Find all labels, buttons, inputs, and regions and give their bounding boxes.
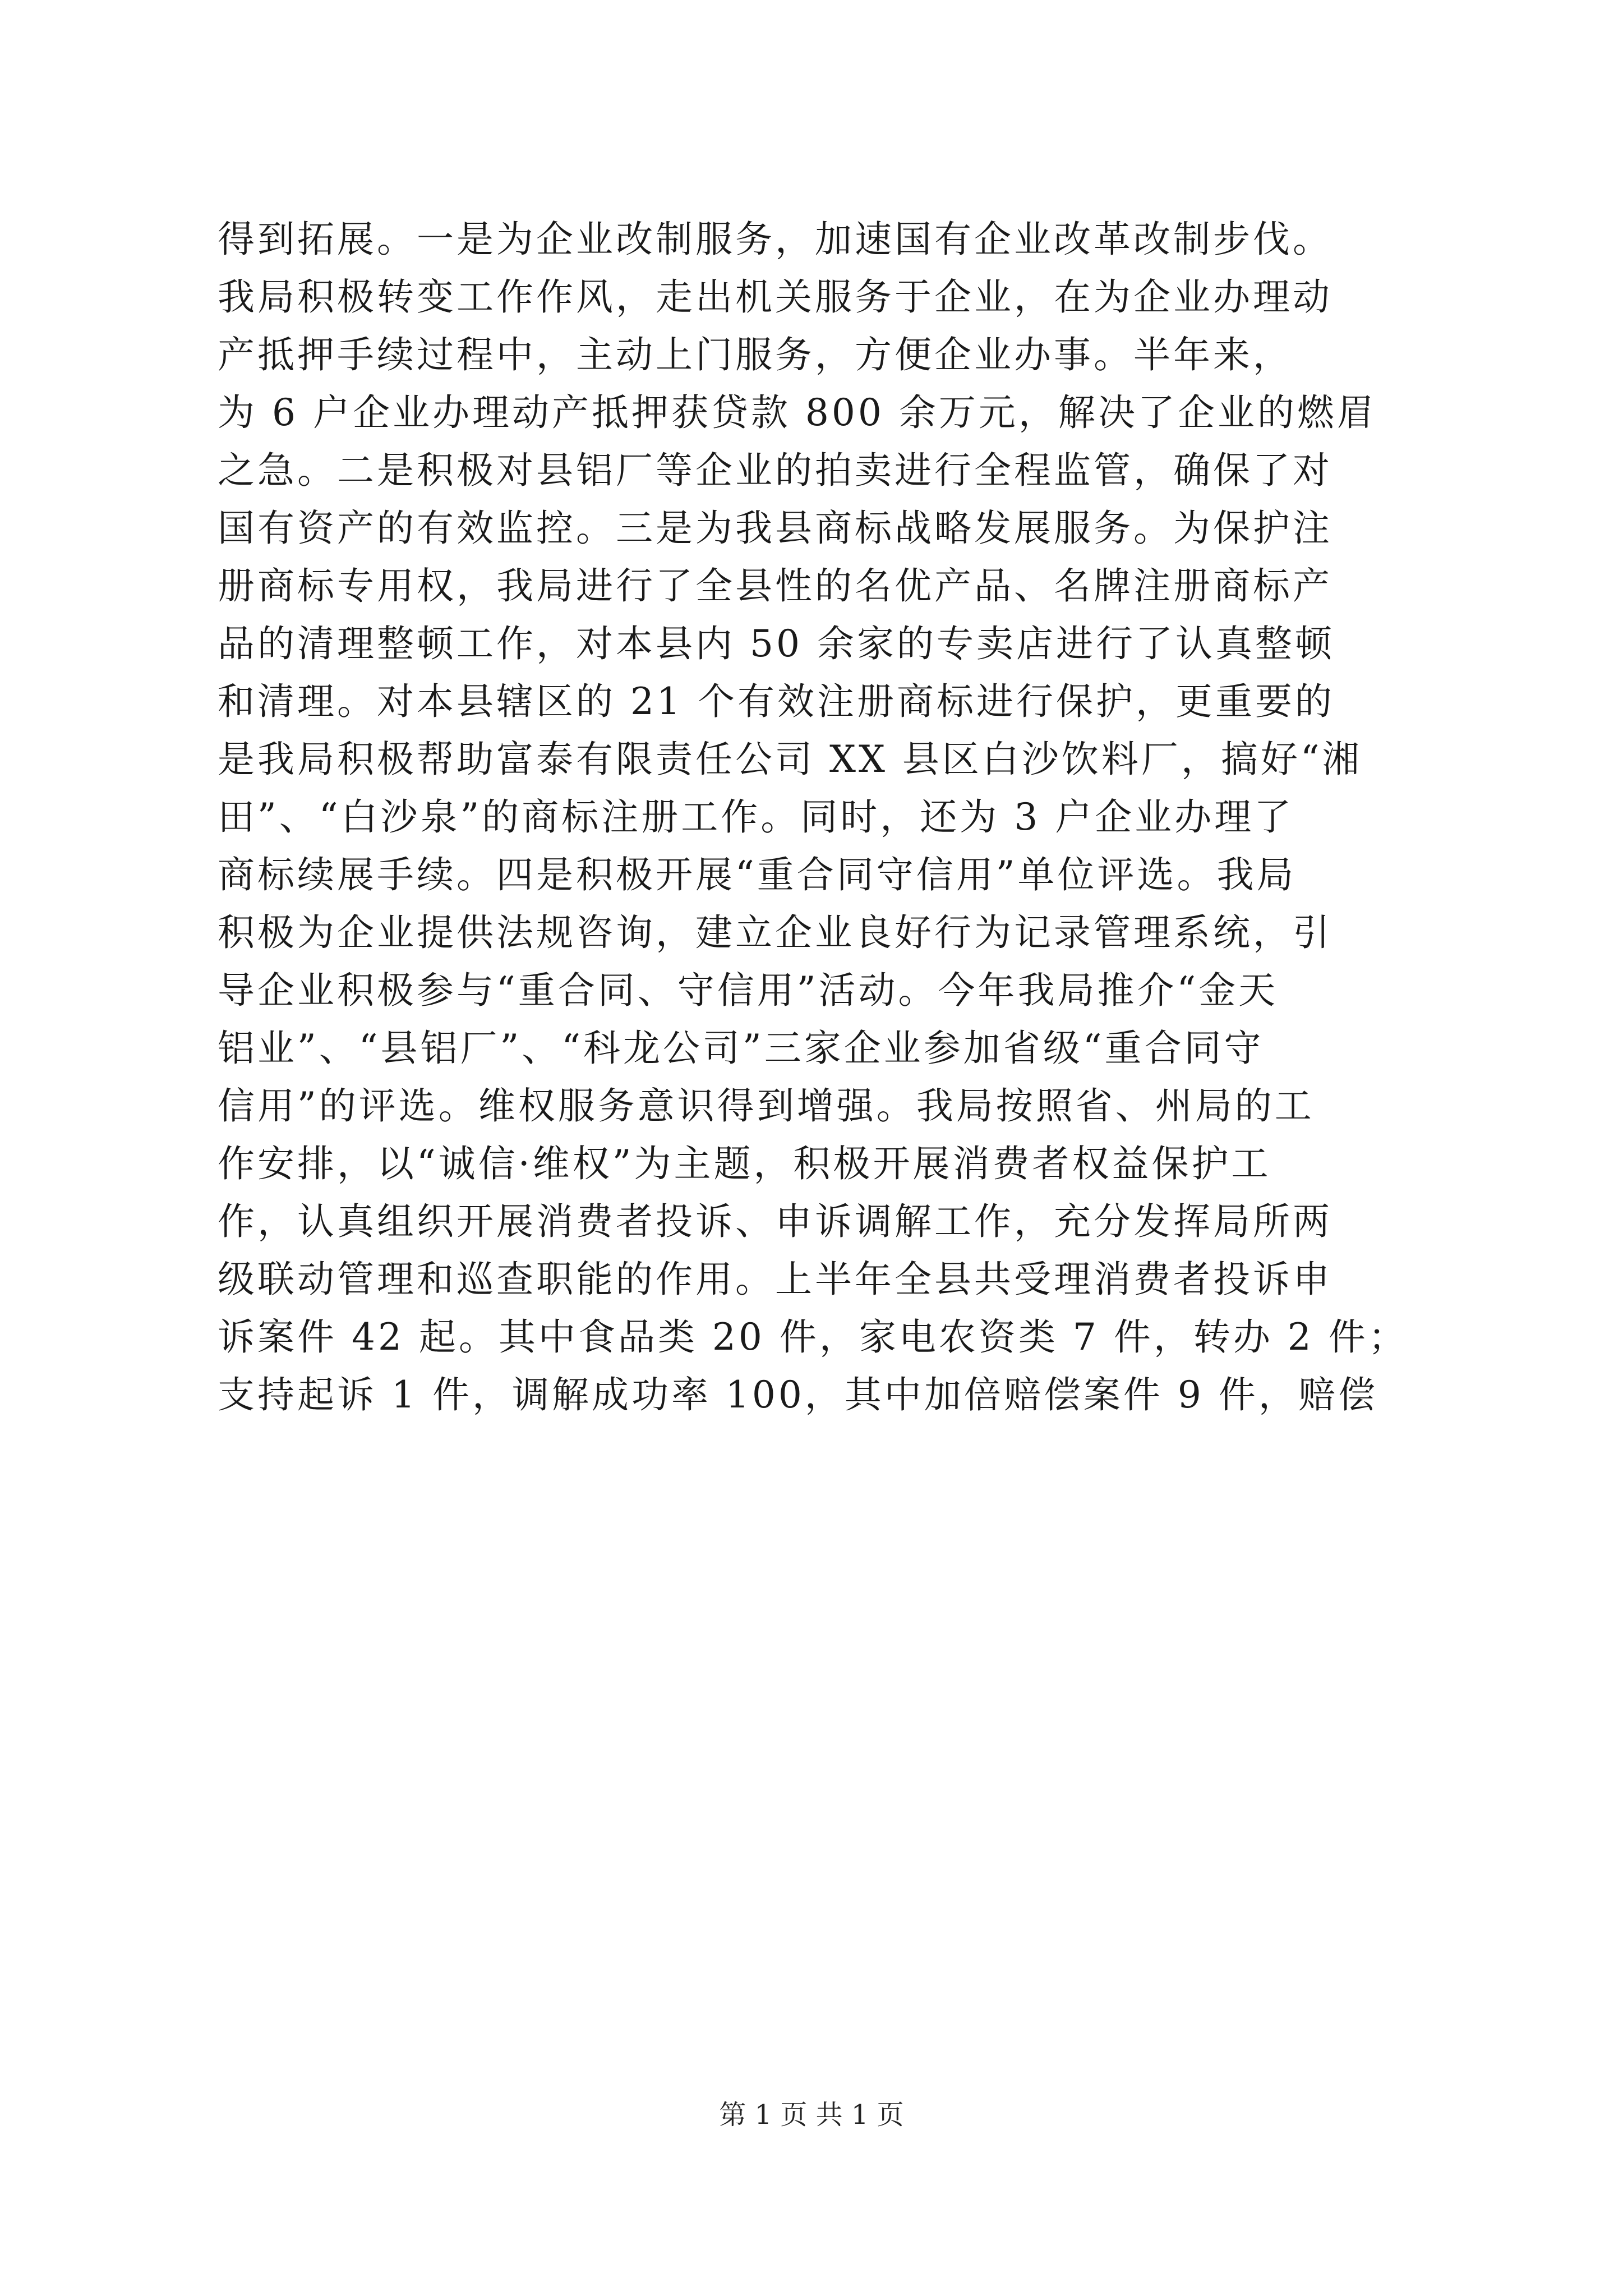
text-line: 田”、“白沙泉”的商标注册工作。同时，还为 3 户企业办理了: [218, 795, 1294, 839]
text-line: 册商标专用权，我局进行了全县性的名优产品、名牌注册商标产: [218, 564, 1332, 608]
text-line: 品的清理整顿工作，对本县内 50 余家的专卖店进行了认真整顿: [218, 622, 1335, 665]
text-line: 产抵押手续过程中，主动上门服务，方便企业办事。半年来，: [218, 333, 1293, 376]
text-line: 导企业积极参与“重合同、守信用”活动。今年我局推介“金天: [218, 969, 1279, 1012]
text-line: 为 6 户企业办理动产抵押获贷款 800 余万元，解决了企业的燃眉: [218, 391, 1377, 434]
body-text: [218, 210, 1418, 1424]
text-line: 铝业”、“县铝厂”、“科龙公司”三家企业参加省级“重合同守: [218, 1027, 1264, 1070]
text-line: 和清理。对本县辖区的 21 个有效注册商标进行保护，更重要的: [218, 680, 1335, 723]
text-line: 商标续展手续。四是积极开展“重合同守信用”单位评选。我局: [218, 853, 1297, 896]
page-number-label: 第 1 页 共 1 页: [719, 2099, 904, 2131]
page-footer: [0, 2098, 1623, 2132]
text-line: 国有资产的有效监控。三是为我县商标战略发展服务。为保护注: [218, 507, 1332, 550]
text-line: 积极为企业提供法规咨询，建立企业良好行为记录管理系统，引: [218, 911, 1332, 954]
text-line: 得到拓展。一是为企业改制服务，加速国有企业改革改制步伐。: [218, 218, 1332, 261]
text-line: 我局积极转变工作作风，走出机关服务于企业，在为企业办理动: [218, 275, 1332, 319]
text-line: 作，认真组织开展消费者投诉、申诉调解工作，充分发挥局所两: [218, 1200, 1332, 1243]
text-line: 诉案件 42 起。其中食品类 20 件，家电农资类 7 件，转办 2 件；: [218, 1315, 1408, 1359]
text-line: 级联动管理和巡查职能的作用。上半年全县共受理消费者投诉申: [218, 1258, 1332, 1301]
text-line: 信用”的评选。维权服务意识得到增强。我局按照省、州局的工: [218, 1084, 1315, 1128]
text-line: 是我局积极帮助富泰有限责任公司 XX 县区白沙饮料厂，搞好“湘: [218, 738, 1362, 781]
text-line: 之急。二是积极对县铝厂等企业的拍卖进行全程监管，确保了对: [218, 449, 1332, 492]
text-line: 作安排，以“诚信·维权”为主题，积极开展消费者权益保护工: [218, 1142, 1271, 1185]
text-line: 支持起诉 1 件，调解成功率 100，其中加倍赔偿案件 9 件，赔偿: [218, 1373, 1378, 1416]
